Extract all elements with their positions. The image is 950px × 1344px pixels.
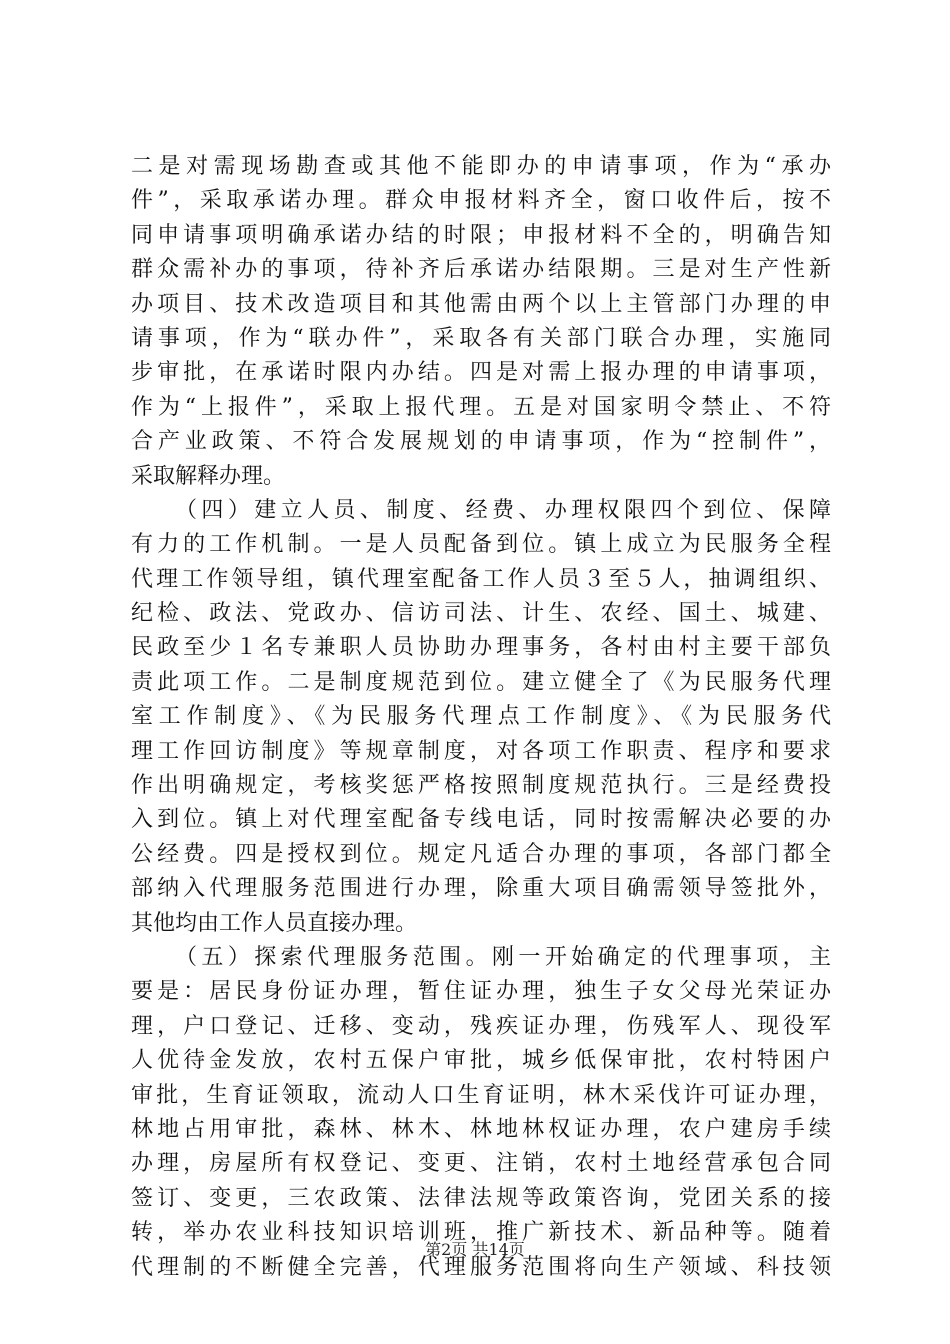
text-line: 民政至少１名专兼职人员协助办理事务，各村由村主要干部负 [131, 635, 831, 661]
text-line: 纪检、政法、党政办、信访司法、计生、农经、国土、城建、 [131, 601, 831, 627]
text-line: 入到位。镇上对代理室配备专线电话，同时按需解决必要的办 [131, 807, 831, 833]
text-line: 合产业政策、不符合发展规划的申请事项，作为“控制件”， [131, 429, 831, 455]
text-line: 步审批，在承诺时限内办结。四是对需上报办理的申请事项， [131, 360, 831, 386]
text-line: 请事项，作为“联办件”，采取各有关部门联合办理，实施同 [131, 325, 831, 351]
text-line: 林地占用审批，森林、林木、林地林权证办理，农户建房手续 [131, 1116, 831, 1142]
text-line: 签订、变更，三农政策、法律法规等政策咨询，党团关系的接 [131, 1185, 831, 1211]
text-line: 群众需补办的事项，待补齐后承诺办结限期。三是对生产性新 [131, 257, 831, 283]
text-line: 二是对需现场勘查或其他不能即办的申请事项，作为“承办 [131, 154, 831, 179]
text-line: 要是：居民身份证办理，暂住证办理，独生子女父母光荣证办 [131, 979, 831, 1005]
text-line: 作出明确规定，考核奖惩严格按照制度规范执行。三是经费投 [131, 773, 831, 799]
text-line: 办理，房屋所有权登记、变更、注销，农村土地经营承包合同 [131, 1151, 831, 1177]
page-footer: 第2页 共14页 [425, 1240, 525, 1259]
text-line: 理工作回访制度》等规章制度，对各项工作职责、程序和要求 [131, 738, 831, 764]
text-line: 部纳入代理服务范围进行办理，除重大项目确需领导签批外， [131, 876, 831, 902]
text-line: 室工作制度》、《为民服务代理点工作制度》、《为民服务代 [131, 704, 831, 730]
text-line: 理，户口登记、迁移、变动，残疾证办理，伤残军人、现役军 [131, 1013, 831, 1039]
text-line: 代理制的不断健全完善，代理服务范围将向生产领域、科技领 [131, 1254, 831, 1280]
text-line: 公经费。四是授权到位。规定凡适合办理的事项，各部门都全 [131, 841, 831, 867]
text-line: （四）建立人员、制度、经费、办理权限四个到位、保障 [175, 497, 831, 523]
text-line: 转，举办农业科技知识培训班，推广新技术、新品种等。随着 [131, 1220, 831, 1246]
text-line: 办项目、技术改造项目和其他需由两个以上主管部门办理的申 [131, 291, 831, 317]
text-line: 人优待金发放，农村五保户审批，城乡低保审批，农村特困户 [131, 1048, 831, 1074]
text-line: 有力的工作机制。一是人员配备到位。镇上成立为民服务全程 [131, 532, 831, 558]
document-body [131, 150, 831, 1285]
text-line: （五）探索代理服务范围。刚一开始确定的代理事项，主 [175, 944, 831, 970]
text-line: 件”，采取承诺办理。群众申报材料齐全，窗口收件后，按不 [131, 188, 831, 214]
text-line: 其他均由工作人员直接办理。 [131, 910, 418, 936]
text-line: 责此项工作。二是制度规范到位。建立健全了《为民服务代理 [131, 669, 831, 695]
text-line: 同申请事项明确承诺办结的时限；申报材料不全的，明确告知 [131, 222, 831, 248]
text-line: 采取解释办理。 [131, 463, 286, 489]
text-line: 代理工作领导组，镇代理室配备工作人员３至５人，抽调组织、 [131, 566, 831, 592]
text-line: 审批，生育证领取，流动人口生育证明，林木采伐许可证办理， [131, 1082, 831, 1108]
text-line: 作为“上报件”，采取上报代理。五是对国家明令禁止、不符 [131, 394, 831, 420]
